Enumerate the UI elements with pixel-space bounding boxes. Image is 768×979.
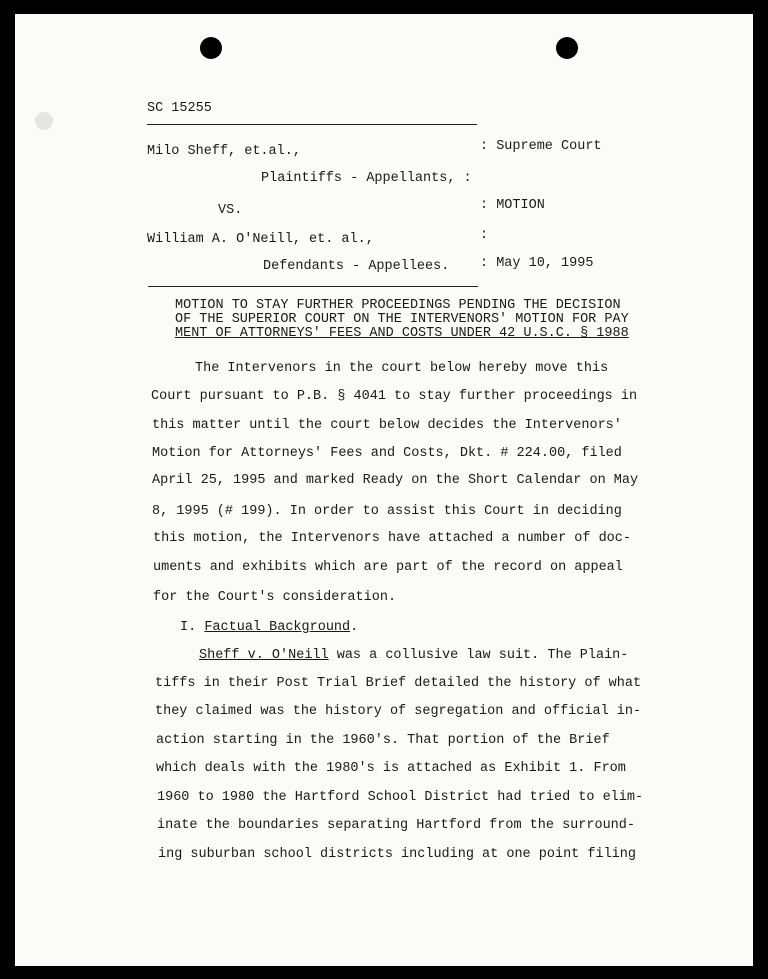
versus-label: VS.	[218, 203, 243, 218]
paragraph-1-line-7: this motion, the Intervenors have attached a number of doc-	[153, 531, 631, 546]
paragraph-2-line-2: tiffs in their Post Trial Brief detailed the history of what	[155, 676, 642, 691]
paragraph-2-line-1	[199, 648, 628, 664]
paragraph-2-line-7: inate the boundaries separating Hartford from the surround-	[157, 818, 635, 833]
paragraph-1-line-2: Court pursuant to P.B. § 4041 to stay further proceedings in	[151, 389, 638, 404]
document-page	[15, 14, 753, 966]
defendant-name: William A. O'Neill, et. al.,	[147, 232, 374, 247]
motion-title-line-3: MENT OF ATTORNEYS' FEES AND COSTS UNDER 42 U.S.C. § 1988	[175, 326, 629, 341]
paragraph-1-line-8: uments and exhibits which are part of the record on appeal	[153, 560, 623, 575]
paragraph-2-line-6: 1960 to 1980 the Hartford School District had tried to elim-	[157, 790, 644, 805]
section-number: I.	[180, 620, 197, 635]
paragraph-1-line-1: The Intervenors in the court below hereby move this	[195, 361, 609, 376]
docket-number: SC 15255	[147, 101, 212, 116]
caption-bottom-rule	[148, 286, 478, 287]
paragraph-1-line-4: Motion for Attorneys' Fees and Costs, Dkt. # 224.00, filed	[152, 446, 622, 461]
paragraph-1-line-5: April 25, 1995 and marked Ready on the Short Calendar on May	[152, 473, 639, 488]
punch-hole-left	[200, 37, 222, 59]
paragraph-1-line-9: for the Court's consideration.	[153, 590, 397, 605]
paragraph-2-line-4: action starting in the 1960's. That portion of the Brief	[156, 733, 610, 748]
caption-colon: :	[480, 228, 489, 243]
court-name: : Supreme Court	[480, 139, 602, 154]
motion-title-line-1: MOTION TO STAY FURTHER PROCEEDINGS PENDING THE DECISION	[175, 298, 621, 313]
plaintiff-name: Milo Sheff, et.al.,	[147, 144, 301, 159]
case-name: Sheff v. O'Neill	[199, 648, 329, 663]
plaintiff-role: Plaintiffs - Appellants, :	[261, 171, 472, 186]
paragraph-2-line-3: they claimed was the history of segregation and official in-	[155, 704, 642, 719]
defendant-role: Defendants - Appellees.	[263, 259, 450, 274]
paragraph-2-line-5: which deals with the 1980's is attached as Exhibit 1. From	[156, 761, 626, 776]
section-heading	[180, 620, 358, 636]
motion-label: : MOTION	[480, 198, 545, 213]
paragraph-2-line-1-rest: was a collusive law suit. The Plain-	[328, 648, 629, 663]
caption-top-rule	[147, 124, 477, 125]
paragraph-1-line-6: 8, 1995 (# 199). In order to assist this Court in deciding	[152, 504, 622, 519]
motion-title-line-2: OF THE SUPERIOR COURT ON THE INTERVENORS' MOTION FOR PAY	[175, 312, 629, 327]
section-period: .	[350, 620, 359, 635]
paragraph-2-line-8: ing suburban school districts including at one point filing	[158, 847, 636, 862]
section-title: Factual Background	[204, 620, 351, 635]
motion-date: : May 10, 1995	[480, 256, 594, 271]
page-mark	[35, 112, 53, 130]
punch-hole-right	[556, 37, 578, 59]
paragraph-1-line-3: this matter until the court below decides the Intervenors'	[152, 418, 622, 433]
